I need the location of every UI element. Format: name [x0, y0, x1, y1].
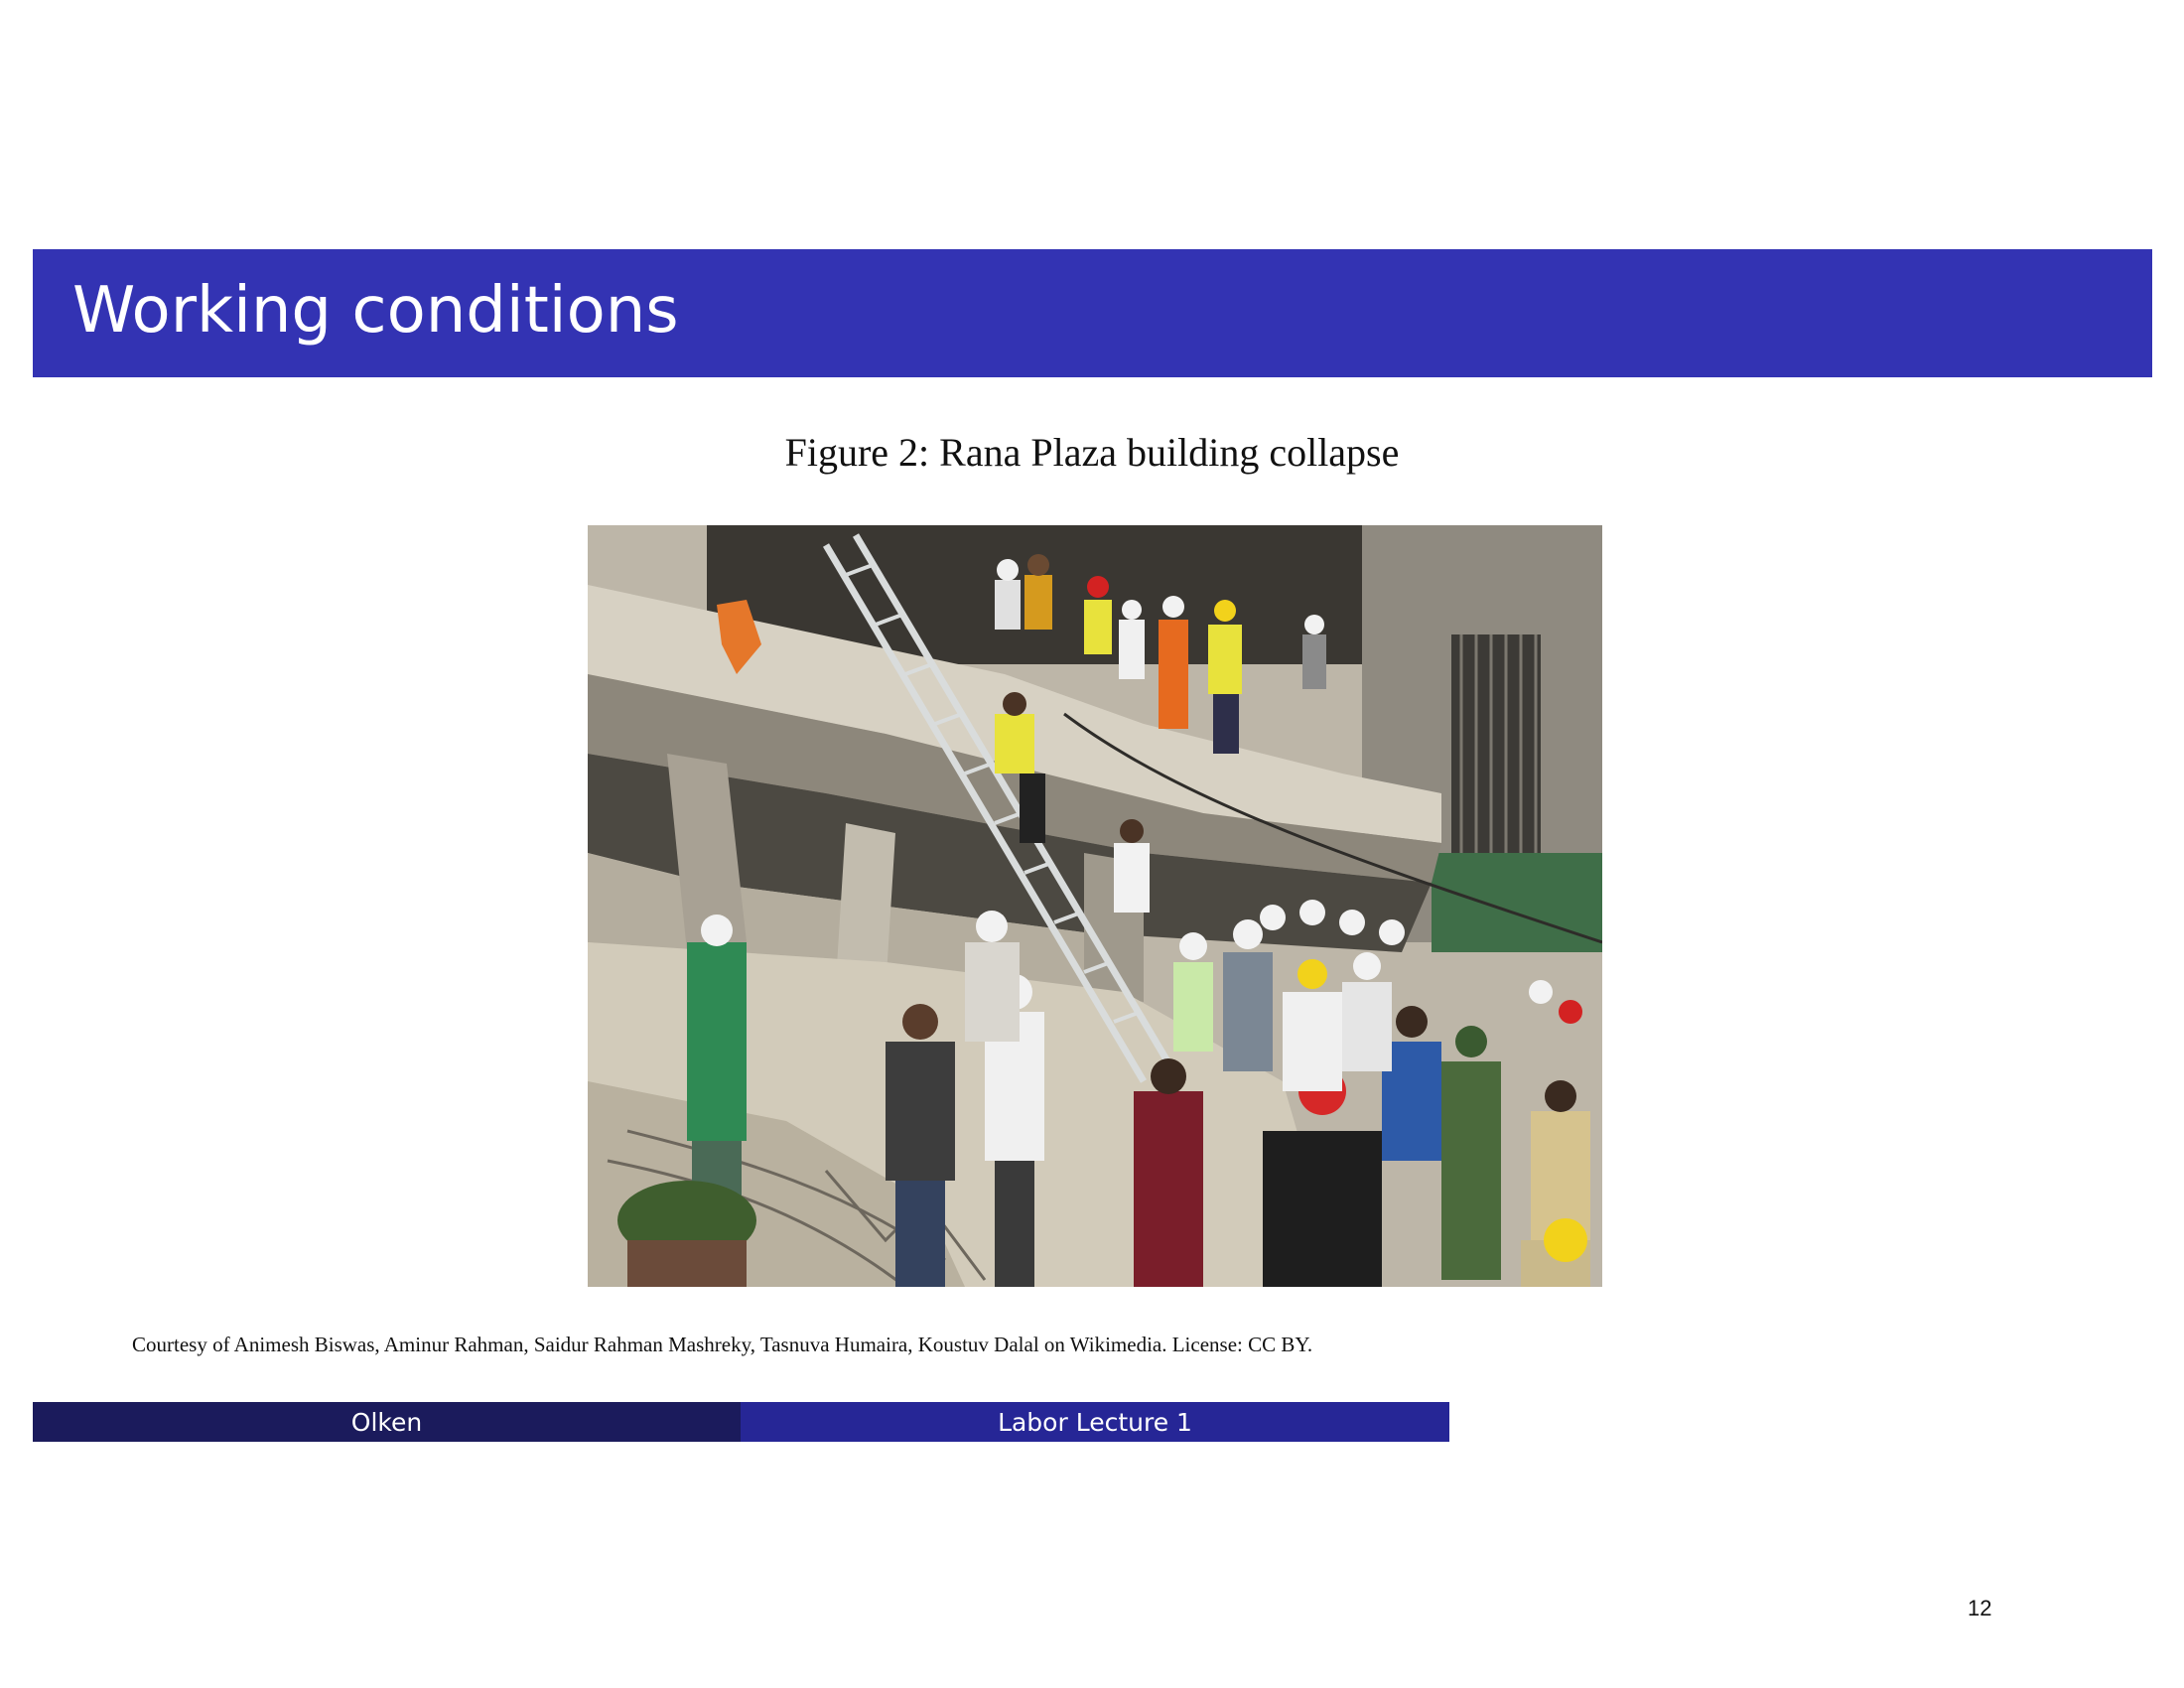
collapsed-building-rescue-photo [588, 525, 1602, 1287]
figure-caption: Figure 2: Rana Plaza building collapse [784, 430, 1400, 475]
footer-course: Labor Lecture 1 [741, 1402, 1449, 1442]
page-number: 12 [1968, 1596, 1992, 1620]
footer-author: Olken [33, 1402, 741, 1442]
title-bar [33, 249, 2152, 377]
footer-bar [33, 1402, 1449, 1442]
slide-title: Working conditions [72, 274, 679, 348]
photo-credit: Courtesy of Animesh Biswas, Aminur Rahman, Saidur Rahman Mashreky, Tasnuva Humaira, Koustuv Dalal on Wikimedia. License: CC BY. [132, 1333, 1313, 1356]
